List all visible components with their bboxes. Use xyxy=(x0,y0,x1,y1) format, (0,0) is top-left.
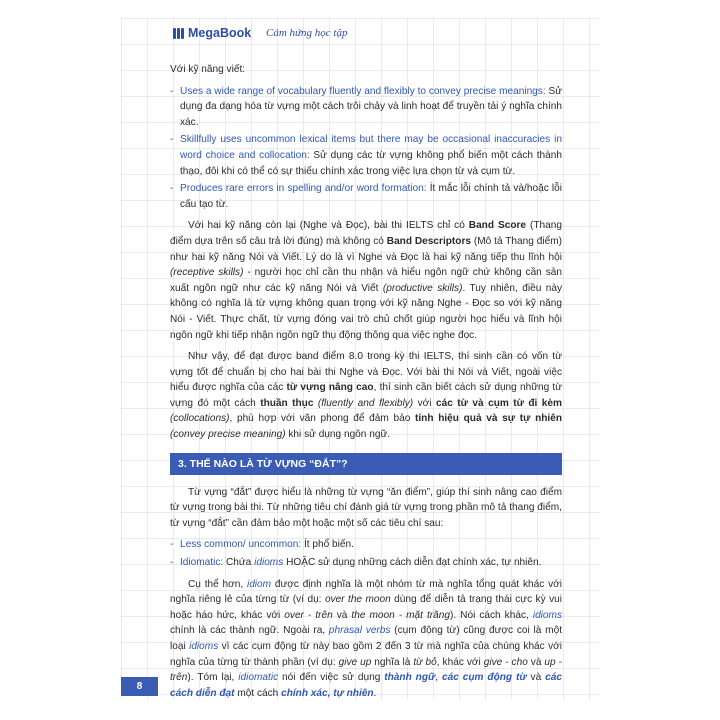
paragraph-band-8: Như vậy, để đạt được band điểm 8.0 trong kỳ thi IELTS, thí sinh cần có vốn từ vựng tốt để chuẩn bị cho hai bài thi Nghe và Đọc. Với bài thi Nói và Viết, ngoài việc hiểu được nghĩa của các từ vựng nâng cao, thí sinh cần biết cách sử dụng những từ vựng đó một cách thuần thục (fluently and flexibly) với các từ và cụm từ đi kèm (collocations), phù hợp với văn phong để đảm bảo tính hiệu quả và sự tự nhiên (convey precise meaning) khi sử dụng ngôn ngữ. xyxy=(170,351,563,441)
page-number: 8 xyxy=(121,677,158,696)
section-heading: 3. THẾ NÀO LÀ TỪ VỰNG “ĐẮT”? xyxy=(170,453,562,475)
writing-intro: Với kỹ năng viết: xyxy=(170,64,246,75)
page-content xyxy=(170,62,562,700)
expensive-vocab-criteria xyxy=(170,537,562,570)
list-item: - Less common/ uncommon: Ít phổ biến. xyxy=(170,537,562,553)
brand-tagline: Cảm hứng học tập xyxy=(266,27,348,39)
page-header xyxy=(121,18,599,48)
list-item: - Idiomatic: Chứa idioms HOẶC sử dụng những cách diễn đạt chính xác, tự nhiên. xyxy=(170,555,562,571)
section-intro: Từ vựng “đắt” được hiểu là những từ vựng “ăn điểm”, giúp thí sinh nâng cao điểm từ vựng trong bài thi. Từ những tiêu chí đánh giá từ vựng trong phần mô tả thang điểm, từ vựng “đắt” cần đảm bảo một hoặc một số các tiêu chí sau: xyxy=(170,486,562,529)
writing-criteria-list xyxy=(170,84,562,213)
logo-bars-icon xyxy=(173,28,184,39)
list-item: - Produces rare errors in spelling and/or word formation: Ít mắc lỗi chính tả và/hoặc lỗi cấu tạo từ. xyxy=(170,181,562,212)
brand-logo xyxy=(173,26,251,40)
paragraph-idioms: Cụ thể hơn, idiom được định nghĩa là một nhóm từ mà nghĩa tổng quát khác với nghĩa riêng lẻ của từng từ (ví dụ: over the moon dùng để diễn tả trạng thái cực kỳ vui hoặc háo hức, khác với over - trên và the moon - mặt trăng). Nói cách khác, idioms chính là các thành ngữ. Ngoài ra, phrasal verbs (cụm động từ) cũng được coi là một loại idioms vì các cụm động từ này bao gồm 2 đến 3 từ mà nghĩa của chúng khác với nghĩa của từng từ thành phần (ví dụ: give up nghĩa là từ bỏ, khác với give - cho và up - trên). Tóm lại, idiomatic nói đến việc sử dụng thành ngữ, các cụm động từ và các cách diễn đạt một cách chính xác, tự nhiên. xyxy=(170,578,562,699)
paragraph-receptive-skills: Với hai kỹ năng còn lại (Nghe và Đọc), bài thi IELTS chỉ có Band Score (Thang điểm dựa trên số câu trả lời đúng) mà không có Band Descriptors (Mô tả Thang điểm) như hai kỹ năng Nói và Viết. Lý do là vì Nghe và Đọc là hai kỹ năng tiếp thu lĩnh hội (receptive skills) - người học chỉ cần thu nhận và hiểu ngôn ngữ chứ không cần sản xuất ngôn ngữ như các kỹ năng Nói và Viết (productive skills). Tuy nhiên, điều này không có nghĩa là từ vựng không quan trọng với kỹ năng Nghe - Đọc so với kỹ năng Nói - Viết. Thực chất, từ vựng đóng vai trò chủ chốt giúp người học hiểu và lĩnh hội ngôn ngữ khi tiếp nhận ngôn ngữ thụ động thông qua việc nghe đọc. xyxy=(170,220,563,341)
list-item: - Skillfully uses uncommon lexical items but there may be occasional inaccuracies in word choice and collocation: Sử dụng các từ vựng không phổ biến một cách thành thạo, đôi khi có thể có sự thiếu chính xác trong việc lựa chọn từ và cụm từ. xyxy=(170,132,562,179)
brand-name: MegaBook xyxy=(188,26,252,40)
list-item: - Uses a wide range of vocabulary fluently and flexibly to convey precise meanings: Sử dụng đa dạng hóa từ vựng một cách trôi chảy và linh hoạt để truyền tải ý nghĩa chính xác. xyxy=(170,84,562,131)
book-page xyxy=(121,18,599,700)
